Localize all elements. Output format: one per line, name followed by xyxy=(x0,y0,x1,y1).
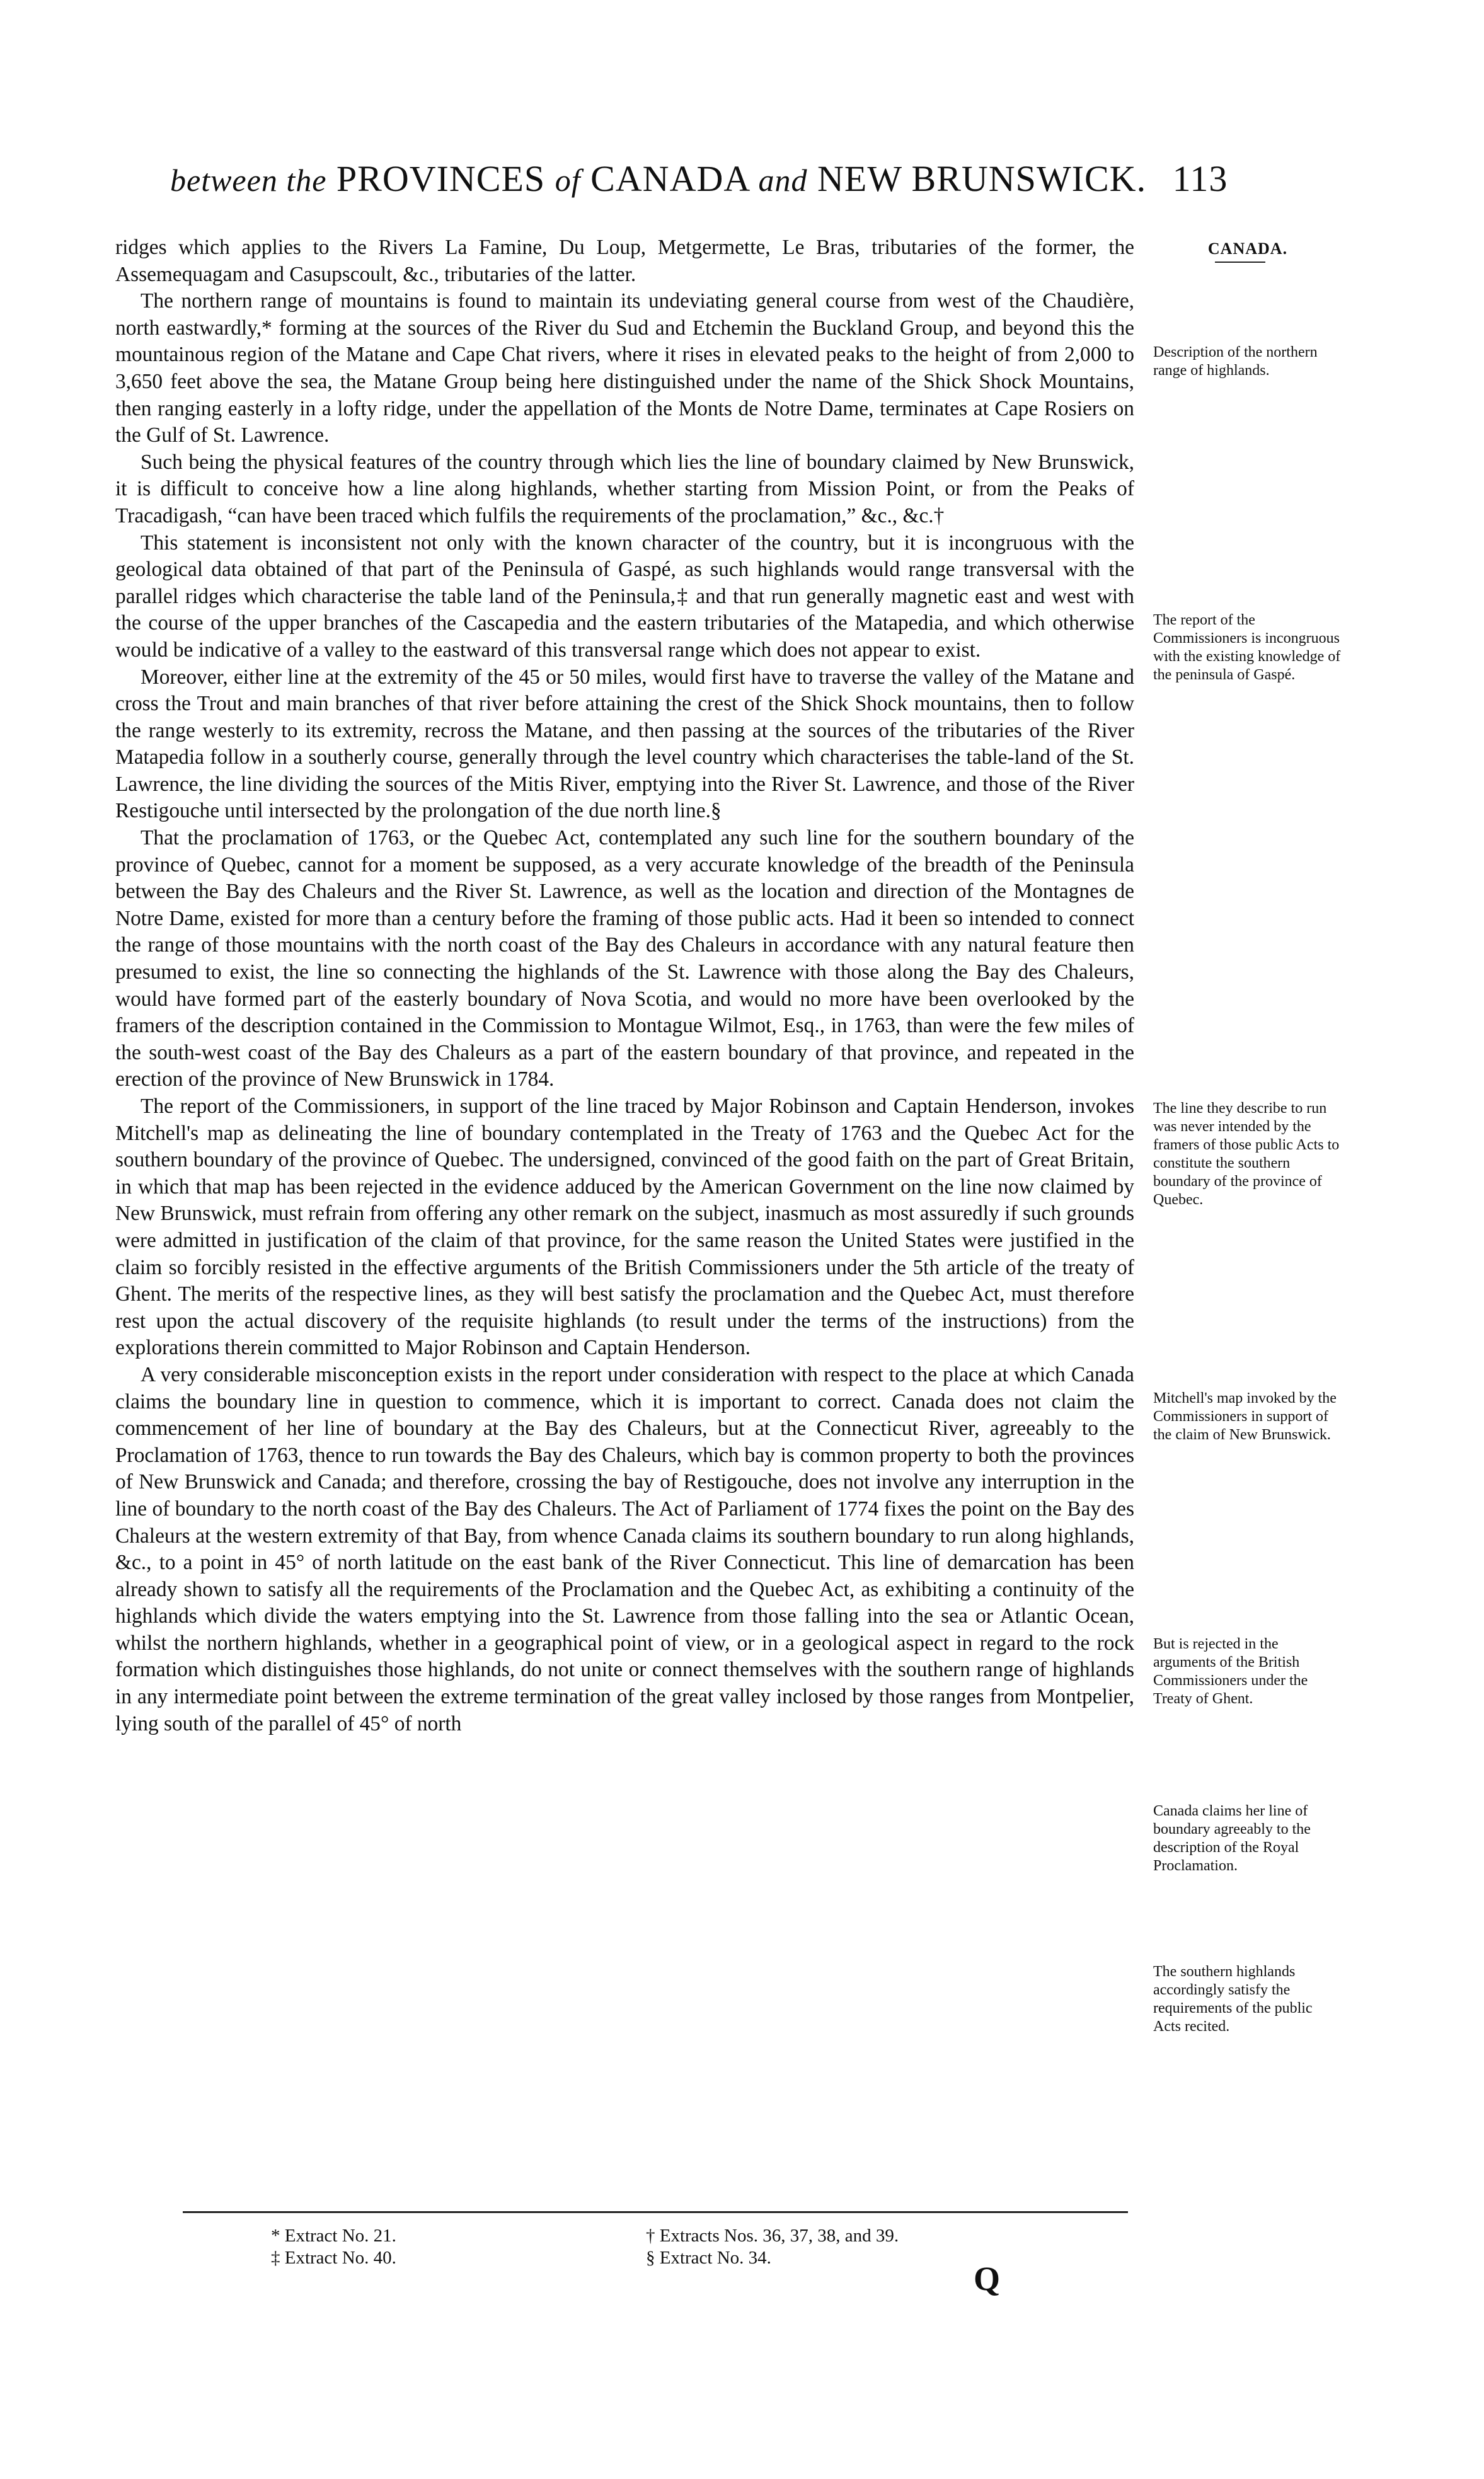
header-canada: CANADA xyxy=(590,158,749,199)
signature-mark: Q xyxy=(974,2260,1001,2298)
header-and: and xyxy=(758,163,808,198)
header-provinces: PROVINCES xyxy=(336,158,546,199)
header-between: between the xyxy=(170,163,327,198)
paragraph: Such being the physical features of the country through which lies the line of boundary claimed by New Brunswick, it is difficult to conceive how a line along highlands, whether starting from Mission Point, or from the Peaks of Tracadigash, “can have been traced which fulfils the requirements of the proclamation,” &c., &c.† xyxy=(115,450,1134,527)
paragraph: A very considerable misconception exists in the report under consideration with respect to the place at which Canada claims the boundary line in question to commence, which it is important to correct. Canada does not claim the commencement of her line of boundary at the Bay des Chaleurs, but at the Connecticut River, agreeably to the Proclamation of 1763, thence to run towards the Bay des Chaleurs, which bay is common property to both the provinces of New Brunswick and Canada; and therefore, crossing the bay of Restigouche, does not involve any interruption in the line of boundary to the north coast of the Bay des Chaleurs. The Act of Parliament of 1774 fixes the point on the Bay des Chaleurs at the western extremity of that Bay, from whence Canada claims its southern boundary to run along highlands, &c., to a point in 45° of north latitude on the east bank of the River Connecticut. This line of demarcation has been already shown to satisfy all the requirements of the Proclamation and the Quebec Act, as exhibiting a continuity of the highlands which divide the waters emptying into the St. Lawrence from those falling into the sea or Atlantic Ocean, whilst the northern highlands, whether in a geographical point of view, or in a geological aspect in regard to the rock formation which distinguishes those highlands, do not unite or connect themselves with the southern range of highlands in any intermediate point between the extreme termination of the great valley inclosed by those ranges from Montpelier, lying south of the parallel of 45° of north xyxy=(115,1362,1134,1735)
margin-note: Canada claims her line of boundary agreeably to the description of the Royal Proclamation. xyxy=(1153,1803,1311,1874)
footnote: † Extracts Nos. 36, 37, 38, and 39. xyxy=(646,2226,899,2246)
margin-note: But is rejected in the arguments of the British Commissioners under the Treaty of Ghent. xyxy=(1153,1636,1308,1707)
margin-note-canada: CANADA. xyxy=(1207,239,1288,258)
margin-note: The report of the Commissioners is incongruous with the existing knowledge of the peninsula of Gaspé. xyxy=(1153,612,1341,683)
paragraph: The report of the Commissioners, in support of the line traced by Major Robinson and Captain Henderson, invokes Mitchell's map as delineating the line of boundary contemplated in the Treaty of 1763 and the Quebec Act for the southern boundary of the province of Quebec. The undersigned, convinced of the good faith on the part of Great Britain, in which that map has been rejected in the evidence adduced by the American Government on the line now claimed by New Brunswick, must refrain from offering any other remark on the subject, inasmuch as most assuredly if such grounds were admitted in justification of the claim of that province, for the same reason the United States were justified in the claim so forcibly resisted in the effective arguments of the British Commissioners under the 5th article of the treaty of Ghent. The merits of the respective lines, as they will best satisfy the proclamation and the Quebec Act, must therefore rest upon the actual discovery of the requisite highlands (to result under the terms of the instructions) from the explorations therein committed to Major Robinson and Captain Henderson. xyxy=(115,1095,1134,1360)
footnote-rule xyxy=(183,2211,1128,2213)
running-head xyxy=(170,158,1228,200)
main-text xyxy=(115,234,1134,1737)
margin-note: Description of the northern range of highlands. xyxy=(1153,344,1318,379)
paragraph: Moreover, either line at the extremity of the 45 or 50 miles, would first have to traverse the valley of the Matane and cross the Trout and main branches of that river before attaining the crest of the Shick Shock mountains, then to follow the range westerly to its extremity, recross the Matane, and then passing at the sources of the tributaries of the River Matapedia follow in a southerly course, generally through the level country which characterises the table-land of the St. Lawrence, the line dividing the sources of the Mitis River, emptying into the River St. Lawrence, and those of the River Restigouche until intersected by the prolongation of the due north line.§ xyxy=(115,665,1134,823)
margin-note: The southern highlands accordingly satisfy the requirements of the public Acts recited. xyxy=(1153,1964,1313,2035)
margin-note-rule xyxy=(1215,262,1265,263)
header-of: of xyxy=(555,163,581,198)
paragraph: This statement is inconsistent not only with the known character of the country, but it is incongruous with the geological data obtained of that part of the Peninsula of Gaspé, as such highlands would range transversal with the parallel ridges which characterise the table land of the Peninsula,‡ and that run generally magnetic east and west with the course of the upper branches of the Cascapedia and the eastern tributaries of the Matapedia, and which otherwise would be indicative of a valley to the eastward of this transversal range which does not appear to exist. xyxy=(115,531,1134,662)
margin-note: The line they describe to run was never intended by the framers of those public Acts to constitute the southern boundary of the province of Quebec. xyxy=(1153,1100,1340,1208)
header-new-brunswick: NEW BRUNSWICK. xyxy=(817,158,1147,199)
margin-note: Mitchell's map invoked by the Commissioners in support of the claim of New Brunswick. xyxy=(1153,1390,1337,1443)
footnote: * Extract No. 21. xyxy=(271,2226,396,2246)
footnote: ‡ Extract No. 40. xyxy=(271,2248,396,2268)
paragraph: The northern range of mountains is found to maintain its undeviating general course from west of the Chaudière, north eastwardly,* forming at the sources of the River du Sud and Etchemin the Buckland Group, and beyond this the mountainous region of the Matane and Cape Chat rivers, where it rises in elevated peaks to the height of from 2,000 to 3,650 feet above the sea, the Matane Group being here distinguished under the name of the Shick Shock Mountains, then ranging easterly in a lofty ridge, under the appellation of the Monts de Notre Dame, terminates at Cape Rosiers on the Gulf of St. Lawrence. xyxy=(115,289,1134,447)
footnote: § Extract No. 34. xyxy=(646,2248,771,2268)
paragraph: That the proclamation of 1763, or the Quebec Act, contemplated any such line for the southern boundary of the province of Quebec, cannot for a moment be supposed, as a very accurate knowledge of the breadth of the Peninsula between the Bay des Chaleurs and the River St. Lawrence, as well as the location and direction of the Montagnes de Notre Dame, existed for more than a century before the framing of those public acts. Had it been so intended to connect the range of those mountains with the north coast of the Bay des Chaleurs in accordance with any natural feature then presumed to exist, the line so connecting the highlands of the St. Lawrence with those along the Bay des Chaleurs, would have formed part of the easterly boundary of Nova Scotia, and would no more have been overlooked by the framers of the description contained in the Commission to Montague Wilmot, Esq., in 1763, than were the few miles of the south-west coast of the Bay des Chaleurs as a part of the eastern boundary of that province, and repeated in the erection of the province of New Brunswick in 1784. xyxy=(115,826,1134,1091)
paragraph: ridges which applies to the Rivers La Famine, Du Loup, Metgermette, Le Bras, tributaries of the former, the Assemequagam and Casupscoult, &c., tributaries of the latter. xyxy=(115,236,1134,286)
page-number: 113 xyxy=(1172,158,1228,199)
